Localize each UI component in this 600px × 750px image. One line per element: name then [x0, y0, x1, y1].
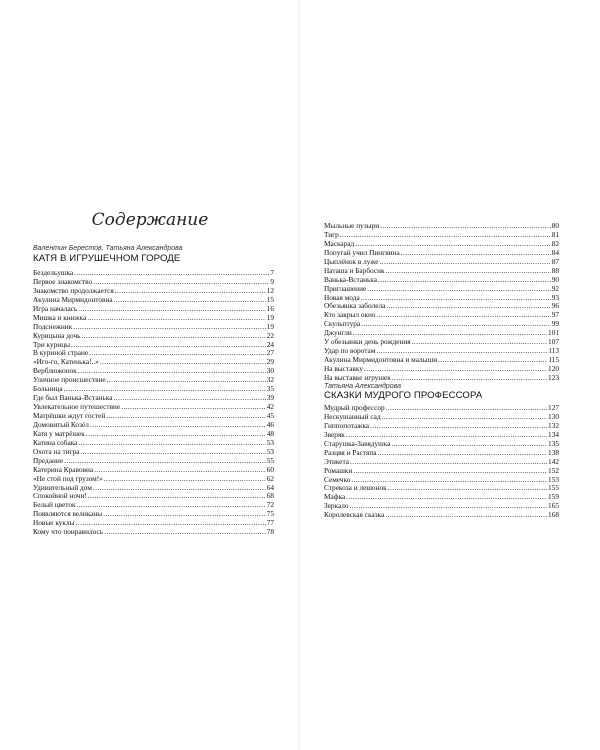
entry-title: Три курицы	[33, 339, 71, 349]
entry-title: Старушка-Завядушка	[324, 438, 391, 448]
entry-title: «Не стой под грузом!»	[33, 473, 103, 483]
dot-leader	[386, 267, 551, 276]
entry-page-number: 113	[548, 346, 559, 356]
entry-page-number: 7	[270, 268, 274, 277]
entry-title: Катерина Кравовна	[33, 464, 94, 474]
entry-title: Первое знакомство	[33, 276, 93, 286]
entry-page-number: 32	[266, 375, 274, 385]
dot-leader	[94, 466, 266, 475]
entry-page-number: 155	[548, 483, 559, 493]
toc-entry	[324, 493, 559, 502]
entry-page-number: 78	[266, 527, 274, 537]
entry-page-number: 92	[551, 283, 559, 293]
entry-title: На выставке игрушек	[324, 372, 391, 382]
dot-leader	[78, 305, 265, 314]
entry-page-number: 81	[551, 229, 559, 239]
entry-title: Зверяк	[324, 429, 345, 439]
entry-title: Катя у матрёшек	[33, 428, 85, 438]
entry-page-number: 35	[266, 384, 274, 394]
entry-page-number: 29	[266, 357, 274, 367]
entry-title: Нескушанный сад	[324, 411, 381, 421]
dot-leader	[385, 511, 547, 520]
dot-leader	[93, 278, 269, 287]
entry-title: Удивительный дом	[33, 482, 92, 492]
dot-leader	[114, 394, 266, 403]
entry-title: Тигр	[324, 229, 339, 239]
entry-title: Где был Ванька-Встанька	[33, 393, 113, 403]
dot-leader	[76, 519, 266, 528]
entry-page-number: 96	[551, 301, 559, 311]
entry-title: На выставку	[324, 364, 363, 373]
dot-leader	[353, 467, 547, 476]
entry-title: Маскарад	[324, 238, 355, 248]
entry-page-number: 15	[266, 294, 274, 304]
section-heading: СКАЗКИ МУДРОГО ПРОФЕССОРА	[324, 390, 483, 401]
entry-page-number: 93	[551, 292, 559, 302]
dot-leader	[93, 484, 266, 493]
dot-leader	[401, 249, 551, 258]
entry-title: Акулина Мирмидонтовна	[33, 294, 113, 304]
entry-title: Акулина Мирмидонтовна и малыши	[324, 355, 438, 365]
entry-page-number: 72	[266, 500, 274, 510]
entry-page-number: 46	[266, 419, 274, 429]
entry-page-number: 39	[266, 393, 274, 403]
dot-leader	[86, 430, 266, 439]
entry-page-number: 87	[551, 256, 559, 266]
toc-entry	[324, 449, 559, 458]
dot-leader	[378, 276, 551, 285]
entry-title: Предание	[33, 455, 64, 465]
dot-leader	[350, 458, 547, 467]
dot-leader	[71, 341, 266, 350]
entry-title: Мишка и книжка	[33, 312, 87, 322]
dot-leader	[104, 475, 266, 484]
entry-page-number: 165	[548, 501, 559, 511]
entry-page-number: 152	[548, 465, 559, 475]
toc-entry	[33, 528, 274, 537]
right-page	[300, 0, 600, 750]
toc-entry	[324, 374, 559, 383]
entry-title: Игра началась	[33, 303, 78, 313]
entry-page-number: 134	[548, 429, 559, 439]
entry-page-number: 101	[548, 328, 559, 338]
dot-leader	[100, 358, 266, 367]
dot-leader	[361, 320, 551, 329]
entry-page-number: 115	[548, 355, 559, 365]
entry-title: Этикета	[324, 456, 350, 466]
dot-leader	[386, 404, 547, 413]
entry-page-number: 127	[548, 403, 559, 412]
dot-leader	[361, 294, 551, 303]
entry-title: Мудрый профессор	[324, 403, 385, 412]
entry-page-number: 120	[548, 364, 559, 373]
entry-title: Больница	[33, 384, 63, 394]
entry-page-number: 27	[266, 348, 274, 358]
entry-title: Верблюжонок	[33, 366, 77, 376]
entry-title: У обезьянки день рождения	[324, 337, 411, 347]
entry-title: Домовитый Козёл	[33, 419, 89, 429]
entry-page-number: 88	[551, 265, 559, 275]
entry-page-number: 153	[548, 474, 559, 484]
dot-leader	[90, 421, 266, 430]
entry-title: Увлекательное путешествие	[33, 402, 121, 412]
dot-leader	[346, 493, 547, 502]
dot-leader	[115, 287, 266, 296]
entry-title: Охота на тигра	[33, 446, 80, 456]
entry-title: Попугай учил Пингвина	[324, 247, 400, 257]
dot-leader	[104, 528, 266, 537]
section-authors: Татьяна Александрова	[324, 383, 401, 390]
entry-page-number: 135	[548, 438, 559, 448]
entry-page-number: 107	[548, 337, 559, 347]
entry-page-number: 19	[266, 321, 274, 331]
entry-title: Наташа и Барбосик	[324, 265, 385, 275]
entry-page-number: 99	[551, 319, 559, 329]
entry-title: Бездельушка	[33, 268, 74, 277]
entry-title: Цыплёнок в луже	[324, 256, 379, 266]
entry-title: Спокойной ночи!	[33, 491, 87, 501]
section-heading: КАТЯ В ИГРУШЕЧНОМ ГОРОДЕ	[33, 253, 181, 264]
entry-page-number: 16	[266, 303, 274, 313]
entry-title: Белый цветок	[33, 500, 76, 510]
entry-page-number: 62	[266, 473, 274, 483]
entry-page-number: 12	[266, 285, 274, 295]
dot-leader	[391, 440, 547, 449]
toc-entry	[33, 376, 274, 385]
toc-entry	[324, 467, 559, 476]
toc-entry	[33, 448, 274, 457]
dot-leader	[107, 376, 266, 385]
entry-page-number: 80	[551, 221, 559, 230]
toc-list-professor	[324, 404, 559, 520]
entry-page-number: 45	[266, 411, 274, 420]
entry-page-number: 53	[266, 446, 274, 456]
dot-leader	[340, 231, 551, 240]
entry-title: «Иго-го, Катенька!..»	[33, 357, 99, 367]
toc-entry	[324, 231, 559, 240]
entry-title: Скульптура	[324, 319, 361, 329]
dot-leader	[89, 349, 266, 358]
entry-page-number: 19	[266, 312, 274, 322]
section-authors: Валентин Берестов, Татьяна Александрова	[33, 245, 183, 252]
dot-leader	[380, 222, 551, 231]
toc-title: Содержание	[91, 210, 209, 230]
entry-title: Кому что понравилось	[33, 527, 104, 537]
toc-list-katya	[33, 269, 274, 537]
entry-page-number: 64	[266, 482, 274, 492]
entry-title: Знакомство продолжается	[33, 285, 114, 295]
entry-page-number: 90	[551, 274, 559, 284]
entry-page-number: 53	[266, 437, 274, 447]
entry-title: Джунгли	[324, 328, 352, 338]
dot-leader	[392, 374, 547, 383]
entry-title: Ванька-Встанька	[324, 274, 377, 284]
entry-title: Удар по воротам	[324, 346, 376, 356]
entry-page-number: 138	[548, 447, 559, 457]
entry-title: Новые куклы	[33, 518, 75, 528]
entry-page-number: 42	[266, 402, 274, 412]
dot-leader	[78, 439, 265, 448]
dot-leader	[367, 285, 550, 294]
entry-page-number: 77	[266, 518, 274, 528]
dot-leader	[114, 296, 266, 305]
entry-title: Новая мода	[324, 292, 360, 302]
entry-title: Кто закрыл окно	[324, 310, 376, 320]
entry-title: Семечко	[324, 474, 351, 484]
entry-title: Появляются великаны	[33, 509, 103, 519]
toc-entry	[324, 422, 559, 431]
dot-leader	[74, 269, 269, 278]
entry-title: Курицына дочь	[33, 330, 81, 340]
entry-page-number: 9	[270, 276, 274, 286]
entry-title: Матрёшки ждут гостей	[33, 411, 106, 420]
entry-page-number: 159	[548, 492, 559, 502]
entry-page-number: 142	[548, 456, 559, 466]
entry-title: Зеркало	[324, 501, 349, 511]
entry-title: Королевская сказка	[324, 510, 385, 520]
dot-leader	[87, 314, 265, 323]
dot-leader	[77, 501, 266, 510]
entry-title: В куриной стране	[33, 348, 89, 358]
entry-page-number: 130	[548, 411, 559, 421]
entry-page-number: 82	[551, 238, 559, 248]
dot-leader	[370, 422, 547, 431]
entry-title: Мыльные пузыри	[324, 221, 380, 230]
dot-leader	[388, 484, 547, 493]
dot-leader	[377, 311, 551, 320]
dot-leader	[106, 412, 265, 421]
entry-title: Гиппопотажка	[324, 420, 369, 430]
toc-entry	[324, 484, 559, 493]
entry-title: Катина собака	[33, 437, 78, 447]
dot-leader	[81, 332, 265, 341]
toc-entry	[324, 320, 559, 329]
entry-title: Обезьянка заболела	[324, 301, 386, 311]
entry-page-number: 123	[548, 372, 559, 382]
dot-leader	[364, 365, 547, 374]
entry-page-number: 22	[266, 330, 274, 340]
toc-list-katya-continued	[324, 222, 559, 383]
entry-page-number: 132	[548, 420, 559, 430]
dot-leader	[380, 258, 551, 267]
dot-leader	[73, 323, 266, 332]
dot-leader	[382, 413, 547, 422]
entry-page-number: 48	[266, 428, 274, 438]
entry-title: Мафка	[324, 492, 346, 502]
entry-title: Подснежник	[33, 321, 73, 331]
dot-leader	[103, 510, 266, 519]
dot-leader	[377, 449, 547, 458]
toc-entry	[324, 458, 559, 467]
entry-page-number: 30	[266, 366, 274, 376]
dot-leader	[438, 356, 547, 365]
toc-entry	[324, 511, 559, 520]
entry-title: Уличное происшествие	[33, 375, 106, 385]
entry-title: Ромашки	[324, 465, 353, 475]
entry-page-number: 60	[266, 464, 274, 474]
entry-title: Разцвя и Растяпа	[324, 447, 377, 457]
dot-leader	[64, 457, 266, 466]
dot-leader	[386, 302, 550, 311]
dot-leader	[88, 492, 266, 501]
dot-leader	[412, 338, 547, 347]
dot-leader	[80, 448, 265, 457]
entry-page-number: 75	[266, 509, 274, 519]
entry-page-number: 55	[266, 455, 274, 465]
entry-page-number: 68	[266, 491, 274, 501]
dot-leader	[78, 367, 266, 376]
entry-page-number: 84	[551, 247, 559, 257]
entry-page-number: 97	[551, 310, 559, 320]
entry-title: Приглашение	[324, 283, 367, 293]
entry-page-number: 24	[266, 339, 274, 349]
entry-title: Стрекоза и лешонок	[324, 483, 387, 493]
dot-leader	[121, 403, 266, 412]
entry-page-number: 168	[548, 510, 559, 520]
toc-entry	[324, 222, 559, 231]
